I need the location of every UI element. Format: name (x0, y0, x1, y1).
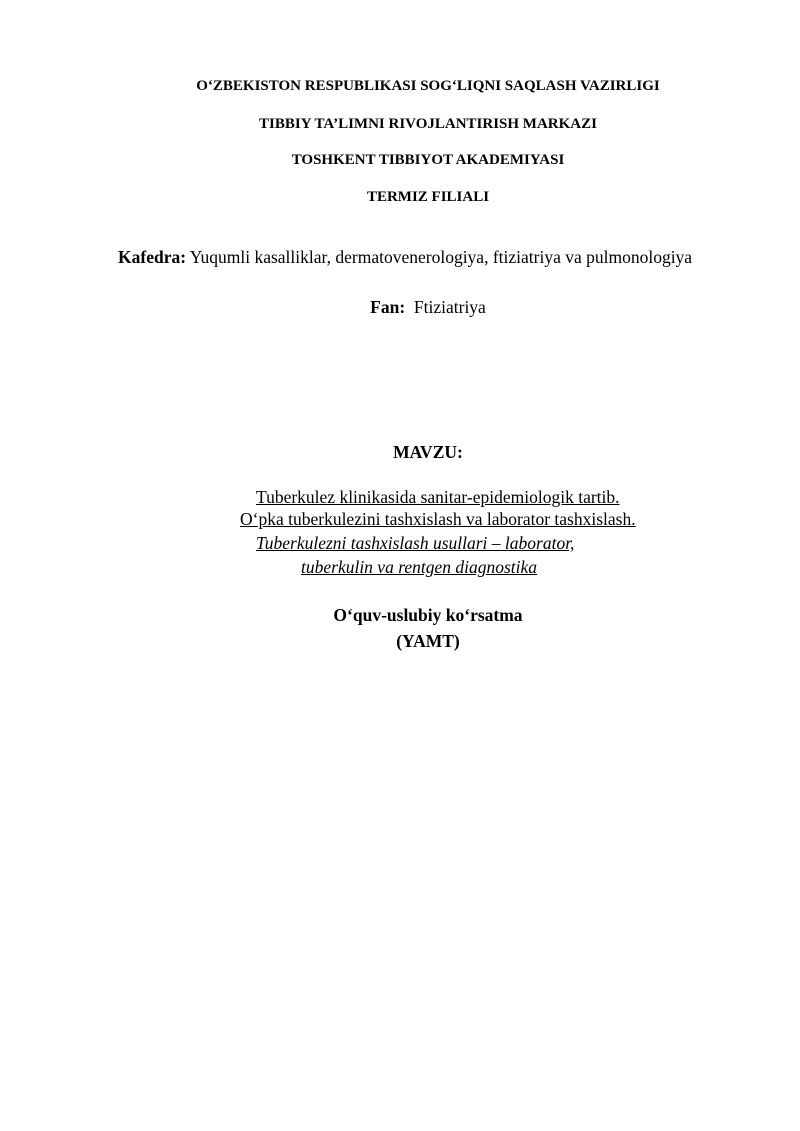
topic-line: Tuberkulezni tashxislash usullari – laborator, (256, 533, 575, 553)
subject-value: Ftiziatriya (413, 297, 486, 317)
topic-line: O‘pka tuberkulezini tashxislash va laborator tashxislash. (240, 509, 636, 529)
ministry-heading: O‘ZBEKISTON RESPUBLIKASI SOG‘LIQNI SAQLASH VAZIRLIGI (196, 78, 660, 94)
department-label: Kafedra: (118, 247, 187, 267)
subject-label: Fan: (370, 297, 406, 317)
document-type-title: O‘quv-uslubiy ko‘rsatma (333, 605, 523, 625)
document-type-abbr: (YAMT) (396, 631, 460, 651)
topic-line: Tuberkulez klinikasida sanitar-epidemiologik tartib. (256, 487, 620, 507)
topic-heading: MAVZU: (393, 442, 463, 462)
academy-heading: TOSHKENT TIBBIYOT AKADEMIYASI (291, 152, 565, 168)
topic-line: tuberkulin va rentgen diagnostika (301, 557, 538, 577)
subject-line (0, 296, 800, 318)
branch-heading: TERMIZ FILIALI (366, 189, 490, 205)
center-heading: TIBBIY TA’LIMNI RIVOJLANTIRISH MARKAZI (259, 116, 597, 132)
department-value: Yuqumli kasalliklar, dermatovenerologiya, ftiziatriya va pulmonologiya (189, 247, 693, 267)
department-line (118, 246, 692, 268)
